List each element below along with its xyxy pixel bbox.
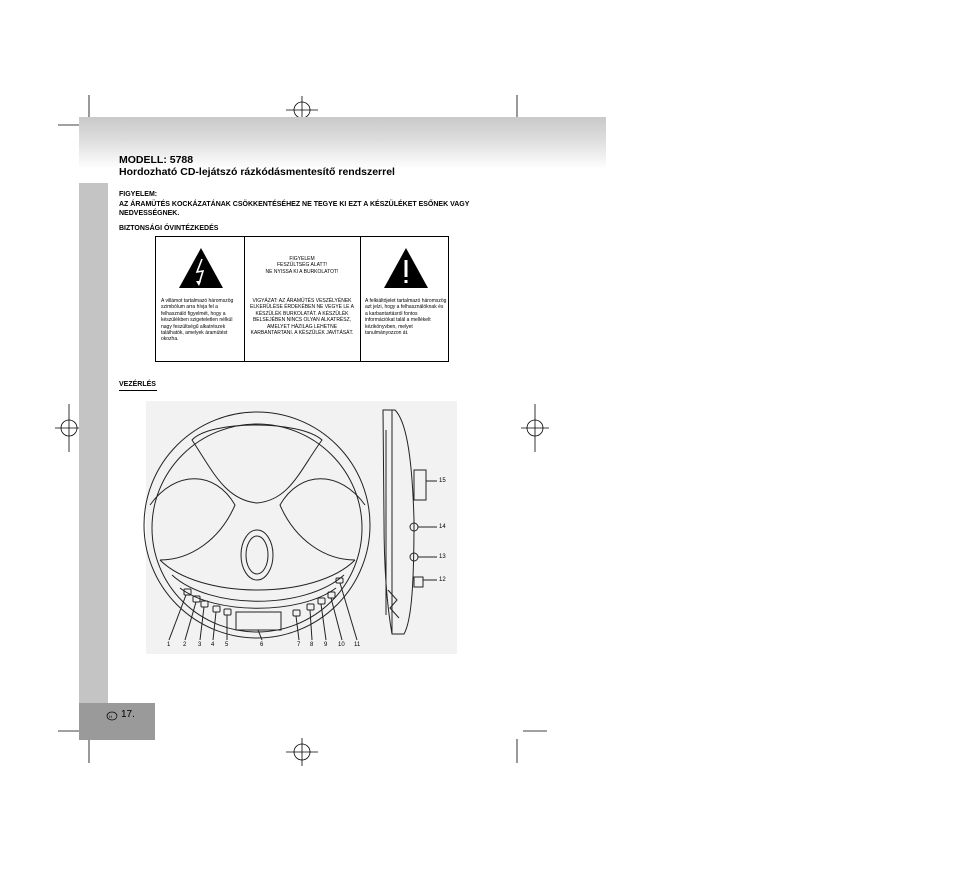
page-number: 17. <box>121 709 135 720</box>
callout-6: 6 <box>260 642 264 648</box>
svg-text:H: H <box>109 714 113 719</box>
callout-13: 13 <box>439 554 446 560</box>
callout-4: 4 <box>211 642 215 648</box>
safety-heading: BIZTONSÁGI ÓVINTÉZKEDÉS <box>119 225 219 232</box>
callout-10: 10 <box>338 642 345 648</box>
callout-3: 3 <box>198 642 202 648</box>
safety-left-text: A villámot tartalmazó háromszög szimbólum arra hívja fel a felhasználó figyelmét, hogy a készülékben szigeteletlen nélkül nagy feszültségű alkatrészek találhatók, amelyek áramütést okozha. <box>161 298 234 343</box>
callout-12: 12 <box>439 577 446 583</box>
callout-5: 5 <box>225 642 229 648</box>
product-title: Hordozható CD-lejátszó rázkódásmentesítő rendszerrel <box>119 166 395 178</box>
warning-text: AZ ÁRAMÜTÉS KOCKÁZATÁNAK CSÖKKENTÉSÉHEZ NE TEGYE KI EZT A KÉSZÜLÉKET ESŐNEK VAGY NEDVESSÉGNEK. <box>119 201 470 217</box>
callout-1: 1 <box>167 642 171 648</box>
safety-middle-text: VIGYÁZAT: AZ ÁRAMÜTÉS VESZÉLYÉNEK ELKERÜLÉSE ÉRDEKÉBEN NE VEGYE LE A KÉSZÜLÉK BURKOLATÁT. A KÉSZÜLÉK BELSEJÉBEN NINCS OLYAN ALKATRÉSZ, AMELYET HÁZILAG LEHETNE KARBANTARTANI. A KÉSZÜLÉK JAVÍTÁSÁT. <box>250 298 354 337</box>
controls-heading: VEZÉRLÉS <box>119 381 156 388</box>
callout-15: 15 <box>439 478 446 484</box>
safety-middle-top-text: FIGYELEM FESZÜLTSÉG ALATT! NE NYISSA KI A BURKOLATOT! <box>265 256 339 275</box>
callout-11: 11 <box>354 642 361 648</box>
warning-heading: FIGYELEM: <box>119 191 158 198</box>
callout-8: 8 <box>310 642 314 648</box>
model-title: MODELL: 5788 <box>119 154 194 166</box>
safety-right-text: A felkiáltójelet tartalmazó háromszög azt jelzi, hogy a felhasználóknak és a karbantartásról fontos információkat talál a mellékelt kézikönyvben, melyet tanulmányozzon át. <box>365 298 447 337</box>
callout-9: 9 <box>324 642 328 648</box>
callout-2: 2 <box>183 642 187 648</box>
callout-7: 7 <box>297 642 301 648</box>
callout-14: 14 <box>439 524 446 530</box>
